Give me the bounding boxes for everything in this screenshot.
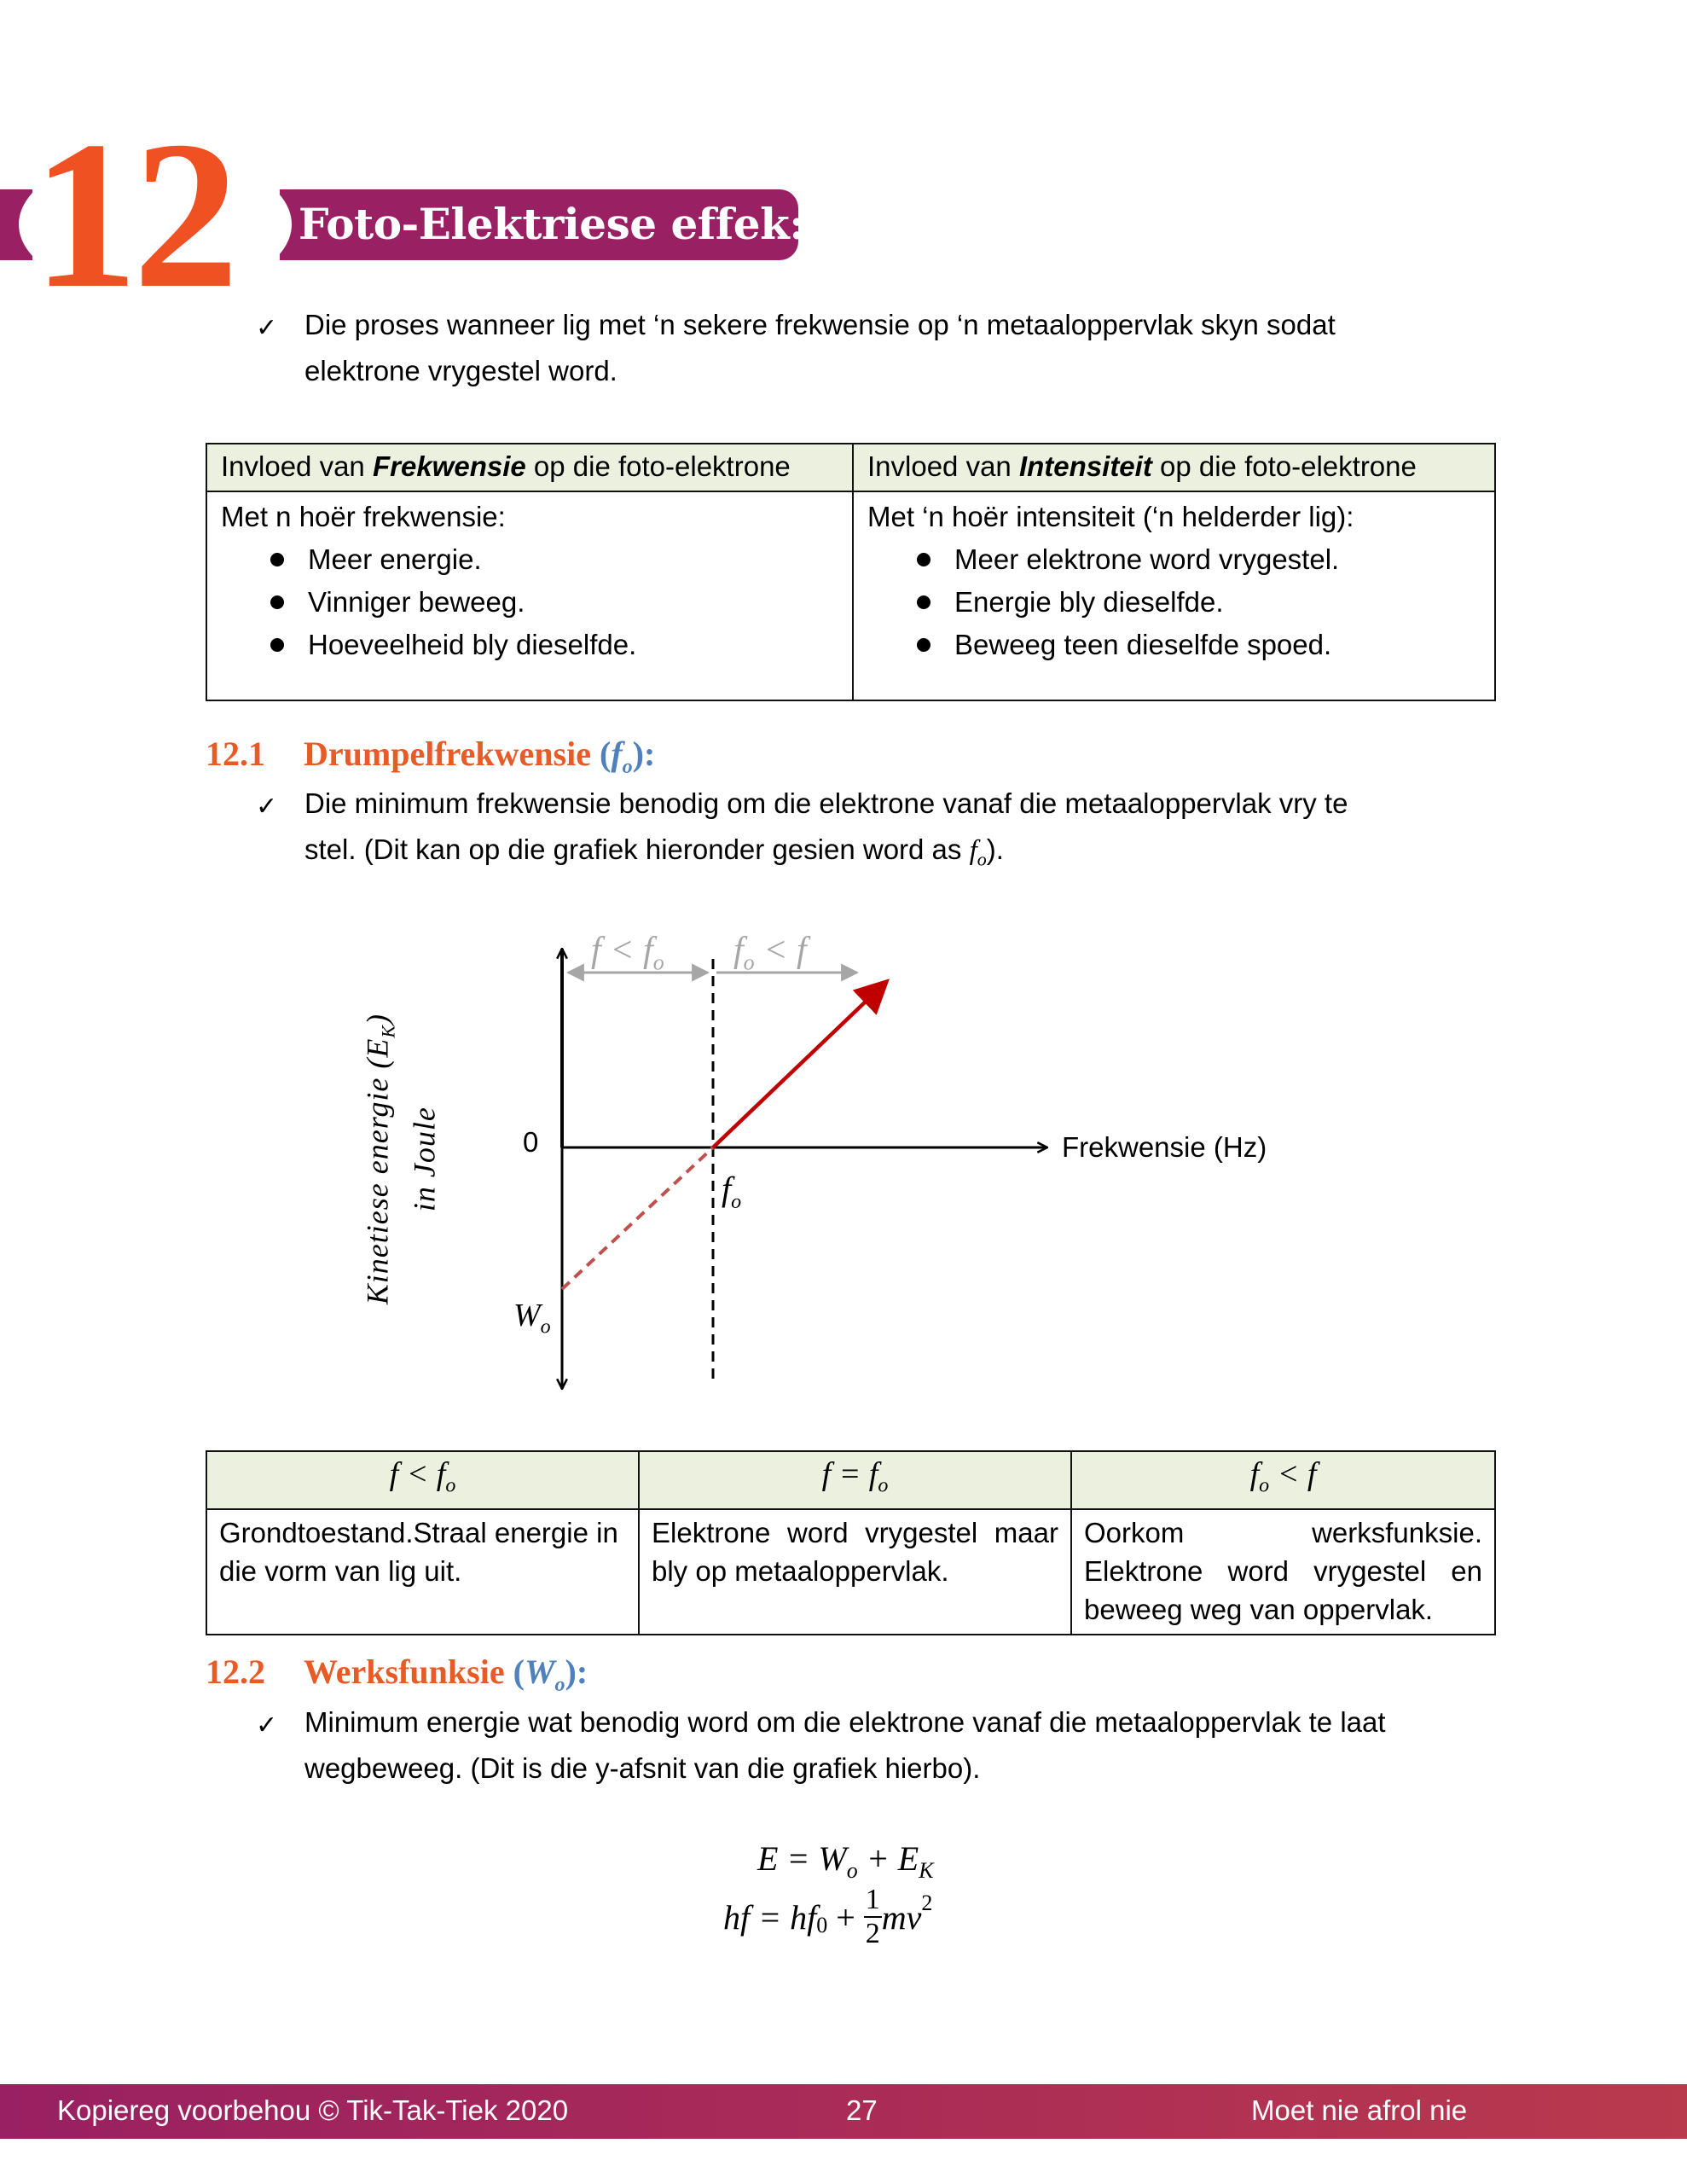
- page-number: 27: [846, 2094, 878, 2126]
- chapter-number: 12: [32, 97, 234, 332]
- threshold-definition: [256, 781, 1535, 874]
- page-footer: [0, 2084, 1687, 2139]
- threshold-label: $f_o$: [722, 1170, 742, 1213]
- list-item: Energie bly dieselfde.: [910, 581, 1481, 624]
- definition-line-1: Minimum energie wat benodig word om die elektrone vanaf die metaaloppervlak te laat: [304, 1706, 1386, 1738]
- intercept-label: $W_o$: [513, 1298, 551, 1339]
- section-title: Drumpelfrekwensie: [304, 735, 600, 773]
- list-item: Meer energie.: [264, 538, 838, 581]
- section-title: Werksfunksie: [304, 1653, 513, 1691]
- section-symbol: $(W_o)$:: [513, 1653, 588, 1696]
- extrapolation-line: [562, 1147, 713, 1289]
- intensity-lead: Met ‘n hoër intensiteit (‘n helderder lig):: [867, 501, 1354, 532]
- intro-line-2: elektrone vrygestel word.: [304, 355, 617, 386]
- case-cell-below: Grondtoestand.Straal energie in die vorm van lig uit.: [206, 1509, 639, 1635]
- cases-table: [206, 1450, 1496, 1635]
- region-left-label: $f < f_o$: [591, 931, 664, 975]
- frequency-column-header: Invloed van Frekwensie op die foto-elektrone: [206, 444, 853, 491]
- list-item: Hoeveelheid bly dieselfde.: [264, 624, 838, 666]
- region-right-label: $f_o < f$: [733, 931, 807, 975]
- list-item: Beweeg teen dieselfde spoed.: [910, 624, 1481, 666]
- frequency-lead: Met n hoër frekwensie:: [221, 501, 506, 532]
- frequency-effects-cell: [206, 491, 853, 700]
- intro-bullet: [256, 302, 1535, 396]
- case-header-equal: $f = f_o$: [639, 1451, 1071, 1509]
- definition-line-2: wegbeweeg. (Dit is die y-afsnit van die grafiek hierbo).: [304, 1752, 981, 1784]
- threshold-frequency-graph: [360, 921, 1313, 1416]
- case-header-above: $f_o < f$: [1071, 1451, 1495, 1509]
- influence-table: [206, 443, 1496, 701]
- y-axis-label: Kinetiese energie $(E_K)$ in Joule: [360, 1013, 442, 1305]
- graph-svg: [375, 921, 1313, 1416]
- case-header-below: $f < f_o$: [206, 1451, 639, 1509]
- list-item: Vinniger beweeg.: [264, 581, 838, 624]
- intensity-effects-list: [867, 538, 1481, 666]
- definition-line-1: Die minimum frekwensie benodig om die elektrone vanaf die metaaloppervlak vry te: [304, 787, 1348, 819]
- origin-label: 0: [523, 1126, 539, 1158]
- definition-line-2: stel. (Dit kan op die grafiek hieronder gesien word as $f_o$).: [304, 834, 1004, 870]
- equation-photon: hf = hf $_0$ + $\frac{1}{2}$ mv $^2$: [723, 1884, 933, 1949]
- checkmark-icon: ✓: [256, 792, 278, 822]
- fraction-half: $\frac{1}{2}$: [865, 1884, 880, 1949]
- intensity-effects-cell: [853, 491, 1495, 700]
- section-number: 12.1: [206, 735, 265, 773]
- equation-energy: $E = W_o + E_K$: [757, 1839, 934, 1883]
- copyright-text: Kopiereg voorbehou © Tik-Tak-Tiek 2020: [57, 2094, 569, 2126]
- x-axis-label: Frekwensie (Hz): [1062, 1131, 1267, 1163]
- case-cell-equal: Elektrone word vrygestel maar bly op metaaloppervlak.: [639, 1509, 1071, 1635]
- intro-line-1: Die proses wanneer lig met ‘n sekere frekwensie op ‘n metaaloppervlak skyn sodat: [304, 309, 1336, 340]
- section-symbol: $(f_o)$:: [600, 735, 656, 778]
- case-cell-above: Oorkom werksfunksie. Elektrone word vrygestel en beweeg weg van oppervlak.: [1071, 1509, 1495, 1635]
- section-heading-12-2: [206, 1652, 588, 1697]
- chapter-title: Foto-Elektriese effek:: [299, 199, 805, 249]
- checkmark-icon: ✓: [256, 1711, 278, 1740]
- frequency-effects-list: [221, 538, 838, 666]
- list-item: Meer elektrone word vrygestel.: [910, 538, 1481, 581]
- intensity-column-header: Invloed van Intensiteit op die foto-elektrone: [853, 444, 1495, 491]
- section-heading-12-1: [206, 734, 655, 779]
- ek-line: [713, 981, 887, 1147]
- section-number: 12.2: [206, 1653, 265, 1691]
- work-function-definition: [256, 1699, 1535, 1793]
- footer-notice: Moet nie afrol nie: [1251, 2094, 1468, 2126]
- checkmark-icon: ✓: [256, 313, 278, 343]
